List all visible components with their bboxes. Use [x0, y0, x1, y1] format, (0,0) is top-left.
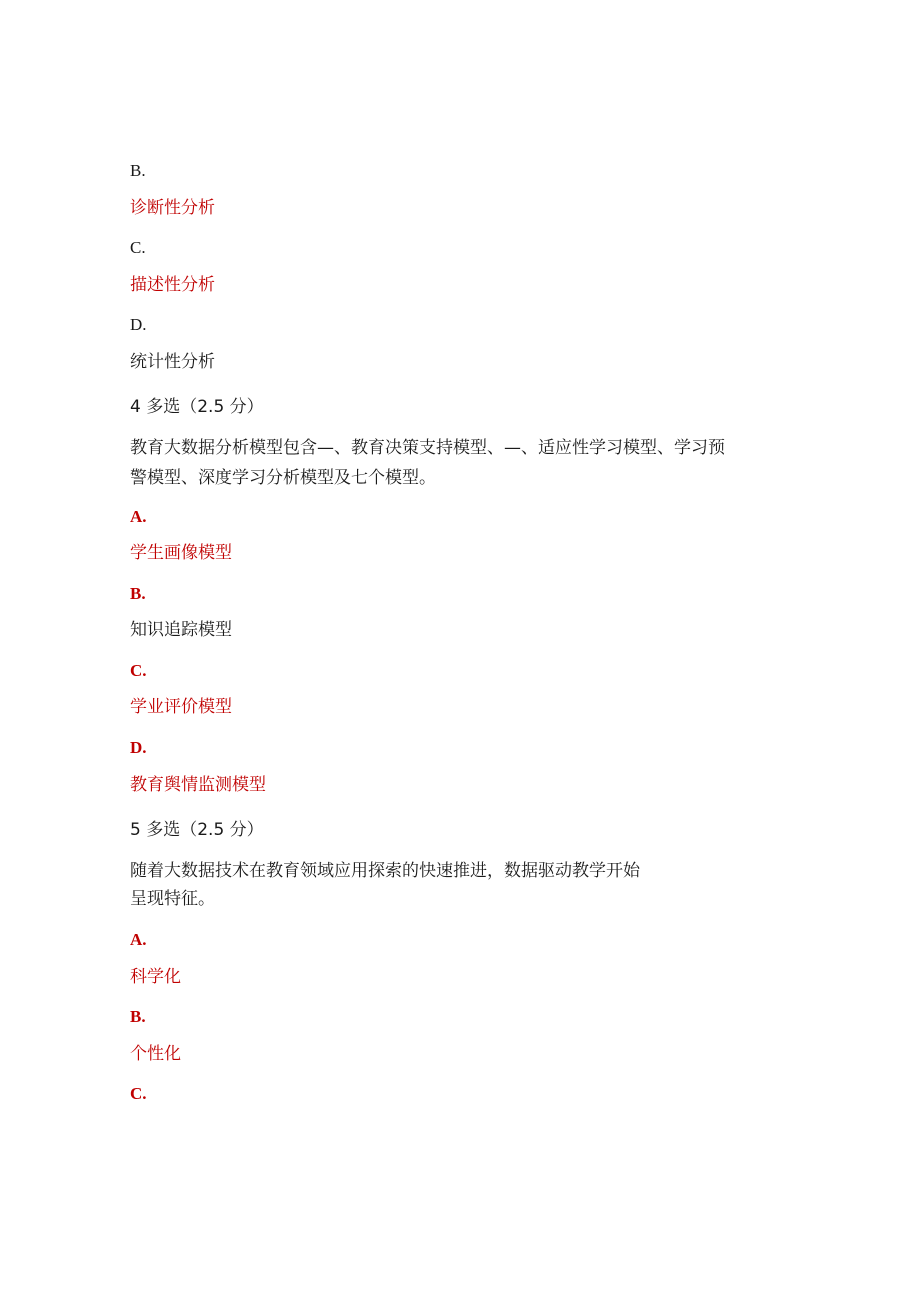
q3-option-b-text: 诊断性分析 — [130, 198, 215, 218]
q3-option-c-text: 描述性分析 — [130, 275, 215, 295]
q5-option-b-letter: B. — [130, 1007, 146, 1026]
q4-option-c-text: 学业评价模型 — [130, 697, 232, 717]
q4-stem-line-2: 警模型、深度学习分析模型及七个模型。 — [130, 468, 436, 488]
q5-option-c-letter: C. — [130, 1084, 147, 1103]
q5-stem-line-1: 随着大数据技术在教育领域应用探索的快速推进，数据驱动教学开始 — [130, 861, 640, 881]
q4-option-a-text: 学生画像模型 — [130, 543, 232, 563]
q5-option-a-text: 科学化 — [130, 967, 181, 987]
document-page — [130, 0, 810, 1301]
q5-header: 5 多选（2.5 分） — [130, 820, 264, 840]
q3-option-d-text: 统计性分析 — [130, 352, 215, 372]
q4-stem-line-1: 教育大数据分析模型包含—、教育决策支持模型、—、适应性学习模型、学习预 — [130, 438, 725, 458]
q4-option-b-letter: B. — [130, 584, 146, 603]
q4-header: 4 多选（2.5 分） — [130, 397, 264, 417]
q5-option-b-text: 个性化 — [130, 1044, 181, 1064]
q5-stem-line-2: 呈现特征。 — [130, 889, 215, 909]
q3-option-b-letter: B. — [130, 161, 146, 180]
q3-option-d-letter: D. — [130, 315, 147, 334]
q5-stem — [130, 857, 810, 913]
q4-option-b-text: 知识追踪模型 — [130, 620, 232, 640]
q3-option-c-letter: C. — [130, 238, 146, 257]
q5-option-a-letter: A. — [130, 930, 147, 949]
q4-option-d-text: 教育舆情监测模型 — [130, 775, 266, 795]
q4-stem — [130, 433, 810, 493]
q4-option-d-letter: D. — [130, 738, 147, 757]
q4-option-a-letter: A. — [130, 507, 147, 526]
q4-option-c-letter: C. — [130, 661, 147, 680]
